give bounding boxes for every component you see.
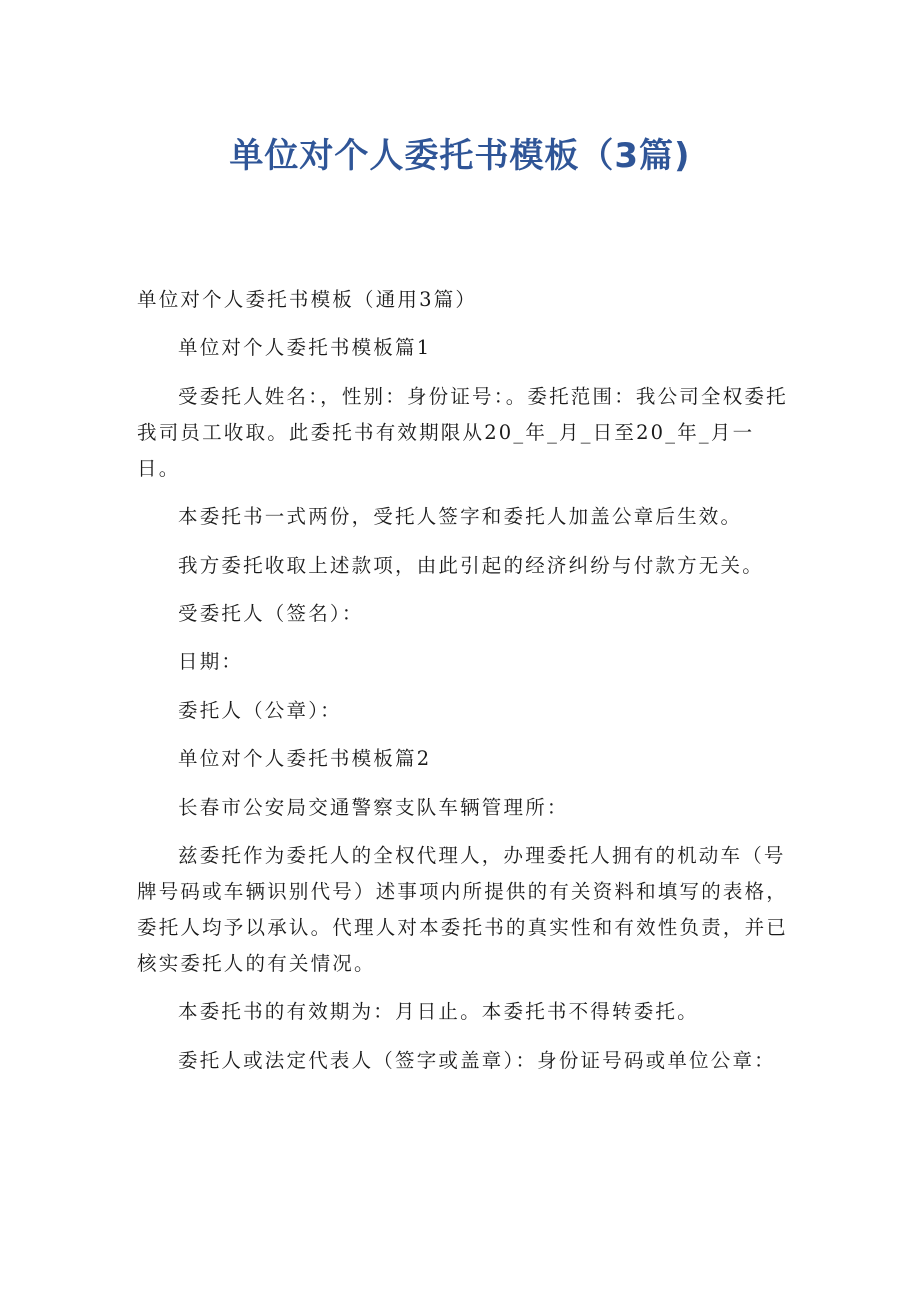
body-paragraph: 受委托人姓名：，性别：身份证号：。委托范围：我公司全权委托我司员工收取。此委托书有效期限从20_年_月_日至20_年_月一日。 <box>137 384 788 480</box>
body-paragraph: 我方委托收取上述款项，由此引起的经济纠纷与付款方无关。 <box>178 553 764 577</box>
signature-line: 委托人或法定代表人（签字或盖章）：身份证号码或单位公章： <box>178 1048 776 1072</box>
section-heading-2: 单位对个人委托书模板篇2 <box>178 747 432 771</box>
body-paragraph: 本委托书的有效期为：月日止。本委托书不得转委托。 <box>178 1000 699 1024</box>
body-paragraph: 兹委托作为委托人的全权代理人，办理委托人拥有的机动车（号牌号码或车辆识别代号）述事项内所提供的有关资料和填写的表格，委托人均予以承认。代理人对本委托书的真实性和有效性负责，并已核实委托人的有关情况。 <box>137 843 789 975</box>
signature-line: 受委托人（签名）： <box>178 601 364 625</box>
subtitle-paragraph: 单位对个人委托书模板（通用3篇） <box>137 288 478 311</box>
body-paragraph: 本委托书一式两份，受托人签字和委托人加盖公章后生效。 <box>178 505 743 529</box>
section-heading-1: 单位对个人委托书模板篇1 <box>178 336 432 360</box>
seal-line: 委托人（公章）： <box>178 698 342 722</box>
document-body <box>137 282 797 1091</box>
addressee-line: 长春市公安局交通警察支队车辆管理所： <box>178 795 569 819</box>
document-title: 单位对个人委托书模板（3篇) <box>229 136 691 176</box>
date-line: 日期： <box>178 650 244 674</box>
